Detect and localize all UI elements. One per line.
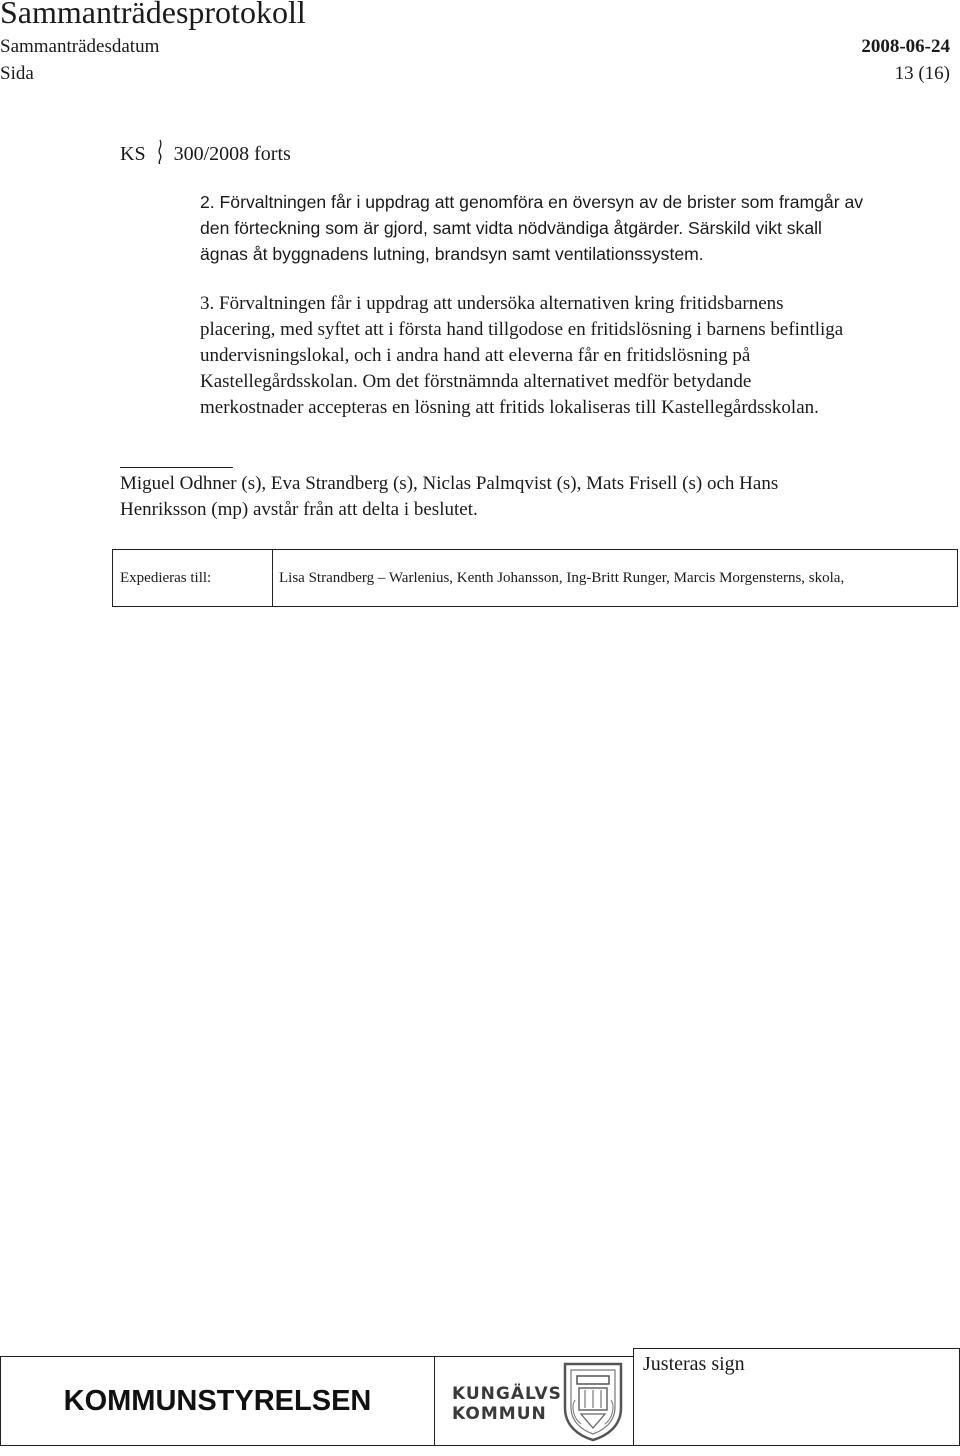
paragraph-line: Henriksson (mp) avstår från att delta i beslutet. — [120, 499, 478, 520]
distribution-table — [112, 549, 958, 607]
paragraph-line: Kastellegårdsskolan. Om det förstnämnda alternativet medför betydande — [200, 371, 752, 392]
decision-item-2 — [200, 189, 863, 267]
page-label: Sida — [0, 63, 34, 84]
paragraph-line: den förteckning som är gjord, samt vidta nödvändiga åtgärder. Särskild vikt skall — [200, 218, 822, 238]
logo-line: KUNGÄLVS — [452, 1384, 562, 1404]
meeting-date-label: Sammanträdesdatum — [0, 36, 160, 57]
signature-label: Justeras sign — [643, 1353, 745, 1375]
divider — [120, 467, 233, 468]
abstention-note — [120, 471, 778, 523]
distribution-recipients: Lisa Strandberg – Warlenius, Kenth Johansson, Ing-Britt Runger, Marcis Morgensterns, skola, — [279, 569, 845, 586]
meeting-date-value: 2008-06-24 — [861, 36, 950, 57]
municipality-logo — [452, 1384, 562, 1424]
decision-item-3 — [200, 291, 843, 421]
logo-line: KOMMUN — [452, 1404, 547, 1424]
footer-body-cell — [0, 1356, 435, 1446]
footer-logo-cell — [435, 1356, 633, 1446]
paragraph-line: Miguel Odhner (s), Eva Strandberg (s), Niclas Palmqvist (s), Mats Frisell (s) och Hans — [120, 473, 779, 494]
case-number: 300/2008 forts — [173, 142, 291, 165]
distribution-label: Expedieras till: — [113, 550, 273, 606]
case-prefix: KS — [120, 142, 146, 165]
footer-body-name: KOMMUNSTYRELSEN — [63, 1384, 372, 1417]
page-number: 13 (16) — [894, 63, 950, 84]
paragraph-line: undervisningslokal, och i andra hand att eleverna får en fritidslösning på — [200, 345, 751, 366]
section-sign-icon — [150, 138, 170, 170]
paragraph-line: 3. Förvaltningen får i uppdrag att undersöka alternativen kring fritidsbarnens — [200, 293, 784, 314]
case-reference — [120, 138, 291, 170]
paragraph-line: merkostnader accepteras en lösning att fritids lokaliseras till Kastellegårdsskolan. — [200, 397, 819, 418]
document-title: Sammanträdesprotokoll — [0, 0, 306, 30]
footer-sign-cell — [633, 1348, 960, 1446]
paragraph-line: 2. Förvaltningen får i uppdrag att genomföra en översyn av de brister som framgår av — [200, 192, 864, 212]
municipal-seal-icon — [561, 1360, 625, 1442]
paragraph-line: ägnas åt byggnadens lutning, brandsyn samt ventilationssystem. — [200, 244, 704, 264]
page-footer — [0, 1348, 960, 1454]
paragraph-line: placering, med syftet att i första hand tillgodose en fritidslösning i barnens befintliga — [200, 319, 844, 340]
